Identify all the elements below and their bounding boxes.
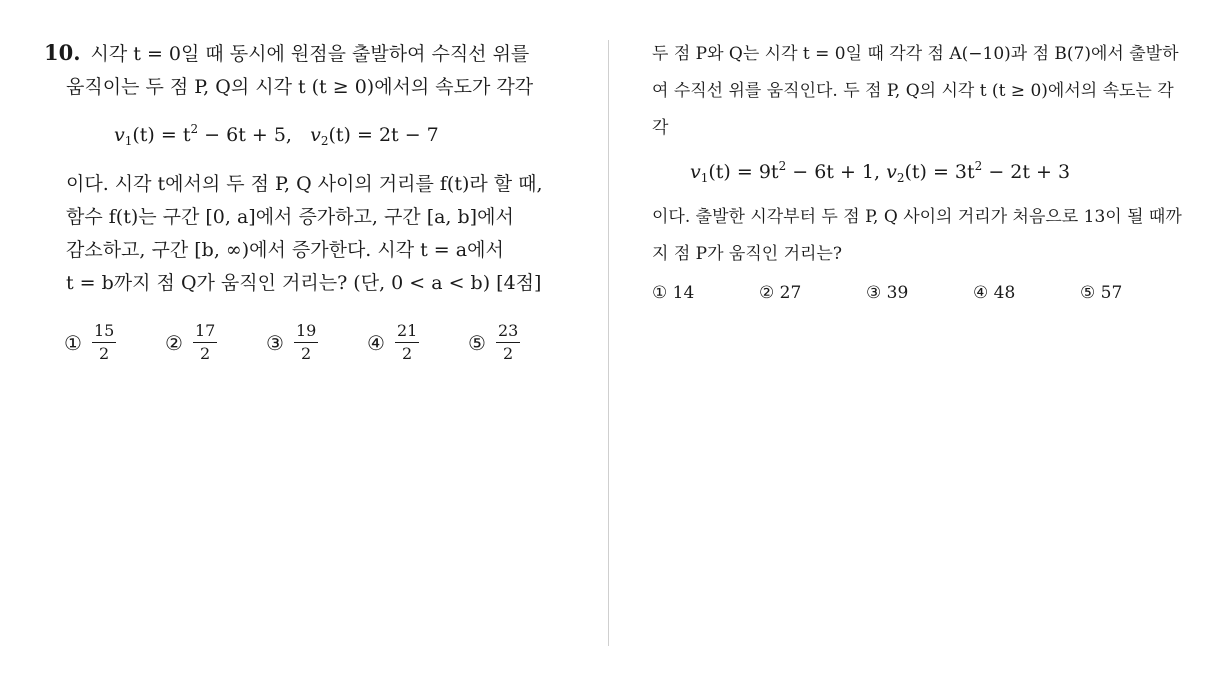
choice-fraction: [496, 322, 520, 363]
numerator: 17: [193, 322, 217, 343]
choice-1[interactable]: [64, 322, 165, 363]
formula-part: 2: [190, 122, 199, 136]
choice-3[interactable]: [266, 322, 367, 363]
choice-mark: ⑤: [468, 330, 486, 355]
numerator: 15: [92, 322, 116, 343]
choice-4[interactable]: ④ 48: [973, 283, 1016, 303]
choice-fraction: [193, 322, 217, 363]
formula-part: (t) = 9t: [708, 161, 779, 183]
problem-right: [652, 36, 1192, 312]
problem-text-line: 각: [652, 118, 669, 138]
denominator: 2: [301, 344, 312, 363]
choice-3[interactable]: ③ 39: [866, 283, 909, 303]
numerator: 21: [395, 322, 419, 343]
choice-2[interactable]: [165, 322, 266, 363]
problem-text-line: 지 점 P가 움직인 거리는?: [652, 244, 842, 264]
choice-2[interactable]: ② 27: [759, 283, 802, 303]
velocity-formula: [114, 122, 589, 148]
formula-part: v: [886, 161, 897, 183]
problem-line-1: [44, 36, 589, 71]
formula-part: − 6t + 5,: [198, 124, 292, 146]
formula-part: 2: [974, 159, 983, 173]
formula-part: v: [114, 124, 125, 146]
choice-fraction: [294, 322, 318, 363]
choice-mark: ④: [367, 330, 385, 355]
choice-mark: ②: [165, 330, 183, 355]
answer-choices: [652, 275, 1192, 312]
formula-part: (t) = 2t − 7: [328, 124, 439, 146]
choice-fraction: [92, 322, 116, 363]
problem-text-line: 시각 t = 0일 때 동시에 원점을 출발하여 수직선 위를: [90, 43, 530, 65]
denominator: 2: [402, 344, 413, 363]
problem-text-line: 감소하고, 구간 [b, ∞)에서 증가한다. 시각 t = a에서: [66, 239, 504, 261]
numerator: 23: [496, 322, 520, 343]
choice-1[interactable]: ① 14: [652, 283, 695, 303]
problem-text-line: 이다. 출발한 시각부터 두 점 P, Q 사이의 거리가 처음으로 13이 될 때까: [652, 207, 1182, 227]
problem-number: 10.: [44, 40, 81, 65]
problem-10: [44, 36, 589, 363]
column-divider: [608, 40, 609, 646]
choice-5[interactable]: ⑤ 57: [1080, 283, 1123, 303]
formula-part: 2: [896, 171, 905, 185]
formula-part: 1: [700, 171, 709, 185]
formula-part: 2: [778, 159, 787, 173]
problem-text-line: 두 점 P와 Q는 시각 t = 0일 때 각각 점 A(−10)과 점 B(7)에서 출발하: [652, 44, 1179, 64]
choice-5[interactable]: [468, 322, 569, 363]
choice-4[interactable]: [367, 322, 468, 363]
answer-choices: [44, 322, 589, 363]
choice-fraction: [395, 322, 419, 363]
formula-part: 2: [320, 134, 329, 148]
formula-part: (t) = t: [132, 124, 191, 146]
choice-mark: ①: [64, 330, 82, 355]
formula-part: v: [310, 124, 321, 146]
denominator: 2: [503, 344, 514, 363]
problem-text-line: 움직이는 두 점 P, Q의 시각 t (t ≥ 0)에서의 속도가 각각: [66, 76, 534, 98]
formula-part: v: [690, 161, 701, 183]
problem-text-line: 이다. 시각 t에서의 두 점 P, Q 사이의 거리를 f(t)라 할 때,: [66, 173, 543, 195]
problem-text-line: 함수 f(t)는 구간 [0, a]에서 증가하고, 구간 [a, b]에서: [66, 206, 514, 228]
velocity-formula: [690, 149, 1192, 195]
denominator: 2: [99, 344, 110, 363]
numerator: 19: [294, 322, 318, 343]
denominator: 2: [200, 344, 211, 363]
formula-part: 1: [124, 134, 133, 148]
problem-text-line: 여 수직선 위를 움직인다. 두 점 P, Q의 시각 t (t ≥ 0)에서의 속도는 각: [652, 81, 1174, 101]
formula-part: (t) = 3t: [904, 161, 975, 183]
formula-part: − 2t + 3: [982, 161, 1071, 183]
problem-text-line: t = b까지 점 Q가 움직인 거리는? (단, 0 < a < b) [4점]: [66, 272, 542, 294]
choice-mark: ③: [266, 330, 284, 355]
formula-part: − 6t + 1,: [786, 161, 887, 183]
